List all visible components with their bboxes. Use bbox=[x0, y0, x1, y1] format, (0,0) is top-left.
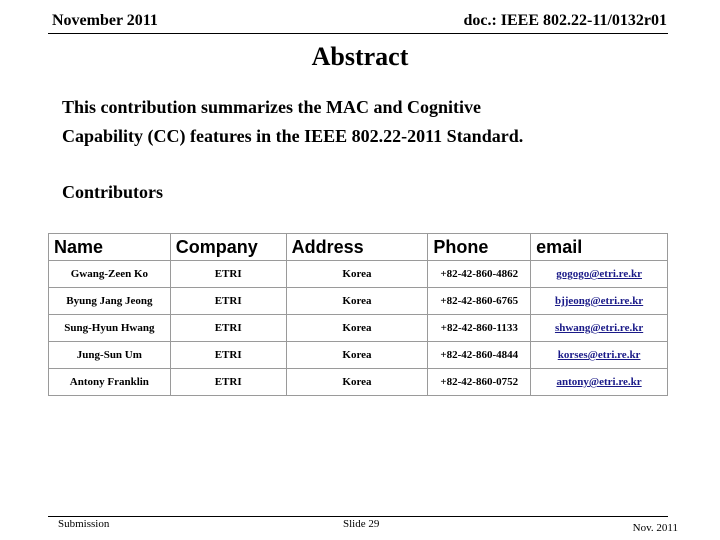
cell-phone: +82-42-860-4862 bbox=[428, 261, 531, 288]
cell-email-link[interactable]: antony@etri.re.kr bbox=[531, 369, 668, 396]
cell-address: Korea bbox=[286, 342, 428, 369]
header-date: November 2011 bbox=[52, 12, 158, 29]
cell-company: ETRI bbox=[170, 369, 286, 396]
contributors-table bbox=[48, 233, 668, 396]
header-rule bbox=[48, 33, 668, 34]
abstract-line-2: Capability (CC) features in the IEEE 802.22-2011 Standard. bbox=[62, 126, 524, 146]
cell-name: Gwang-Zeen Ko bbox=[49, 261, 171, 288]
cell-company: ETRI bbox=[170, 315, 286, 342]
cell-phone: +82-42-860-1133 bbox=[428, 315, 531, 342]
header-doc-id: doc.: IEEE 802.22-11/0132r01 bbox=[463, 12, 667, 29]
footer-submission: Submission bbox=[58, 518, 110, 530]
header-address: Address bbox=[286, 234, 428, 261]
slide-title: Abstract bbox=[311, 42, 409, 71]
cell-company: ETRI bbox=[170, 261, 286, 288]
header-company: Company bbox=[170, 234, 286, 261]
abstract-line-1: This contribution summarizes the MAC and Cognitive bbox=[62, 97, 482, 117]
cell-phone: +82-42-860-4844 bbox=[428, 342, 531, 369]
table-header-row bbox=[49, 234, 668, 261]
footer-slide-number: Slide 29 bbox=[343, 518, 380, 530]
cell-address: Korea bbox=[286, 369, 428, 396]
footer-date: Nov. 2011 bbox=[632, 522, 678, 534]
cell-email-link[interactable]: bjjeong@etri.re.kr bbox=[531, 288, 668, 315]
table-row bbox=[49, 315, 668, 342]
cell-email-link[interactable]: gogogo@etri.re.kr bbox=[531, 261, 668, 288]
cell-address: Korea bbox=[286, 315, 428, 342]
footer-rule bbox=[48, 516, 668, 517]
header-phone: Phone bbox=[428, 234, 531, 261]
table-row bbox=[49, 288, 668, 315]
cell-address: Korea bbox=[286, 288, 428, 315]
table-row bbox=[49, 342, 668, 369]
cell-name: Antony Franklin bbox=[49, 369, 171, 396]
header-email: email bbox=[531, 234, 668, 261]
cell-phone: +82-42-860-0752 bbox=[428, 369, 531, 396]
cell-phone: +82-42-860-6765 bbox=[428, 288, 531, 315]
table-row bbox=[49, 261, 668, 288]
cell-address: Korea bbox=[286, 261, 428, 288]
abstract-text bbox=[62, 93, 662, 151]
cell-email-link[interactable]: shwang@etri.re.kr bbox=[531, 315, 668, 342]
header-name: Name bbox=[49, 234, 171, 261]
cell-name: Sung-Hyun Hwang bbox=[49, 315, 171, 342]
cell-company: ETRI bbox=[170, 288, 286, 315]
cell-company: ETRI bbox=[170, 342, 286, 369]
cell-name: Byung Jang Jeong bbox=[49, 288, 171, 315]
table-row bbox=[49, 369, 668, 396]
contributors-label: Contributors bbox=[62, 182, 164, 202]
cell-name: Jung-Sun Um bbox=[49, 342, 171, 369]
cell-email-link[interactable]: korses@etri.re.kr bbox=[531, 342, 668, 369]
